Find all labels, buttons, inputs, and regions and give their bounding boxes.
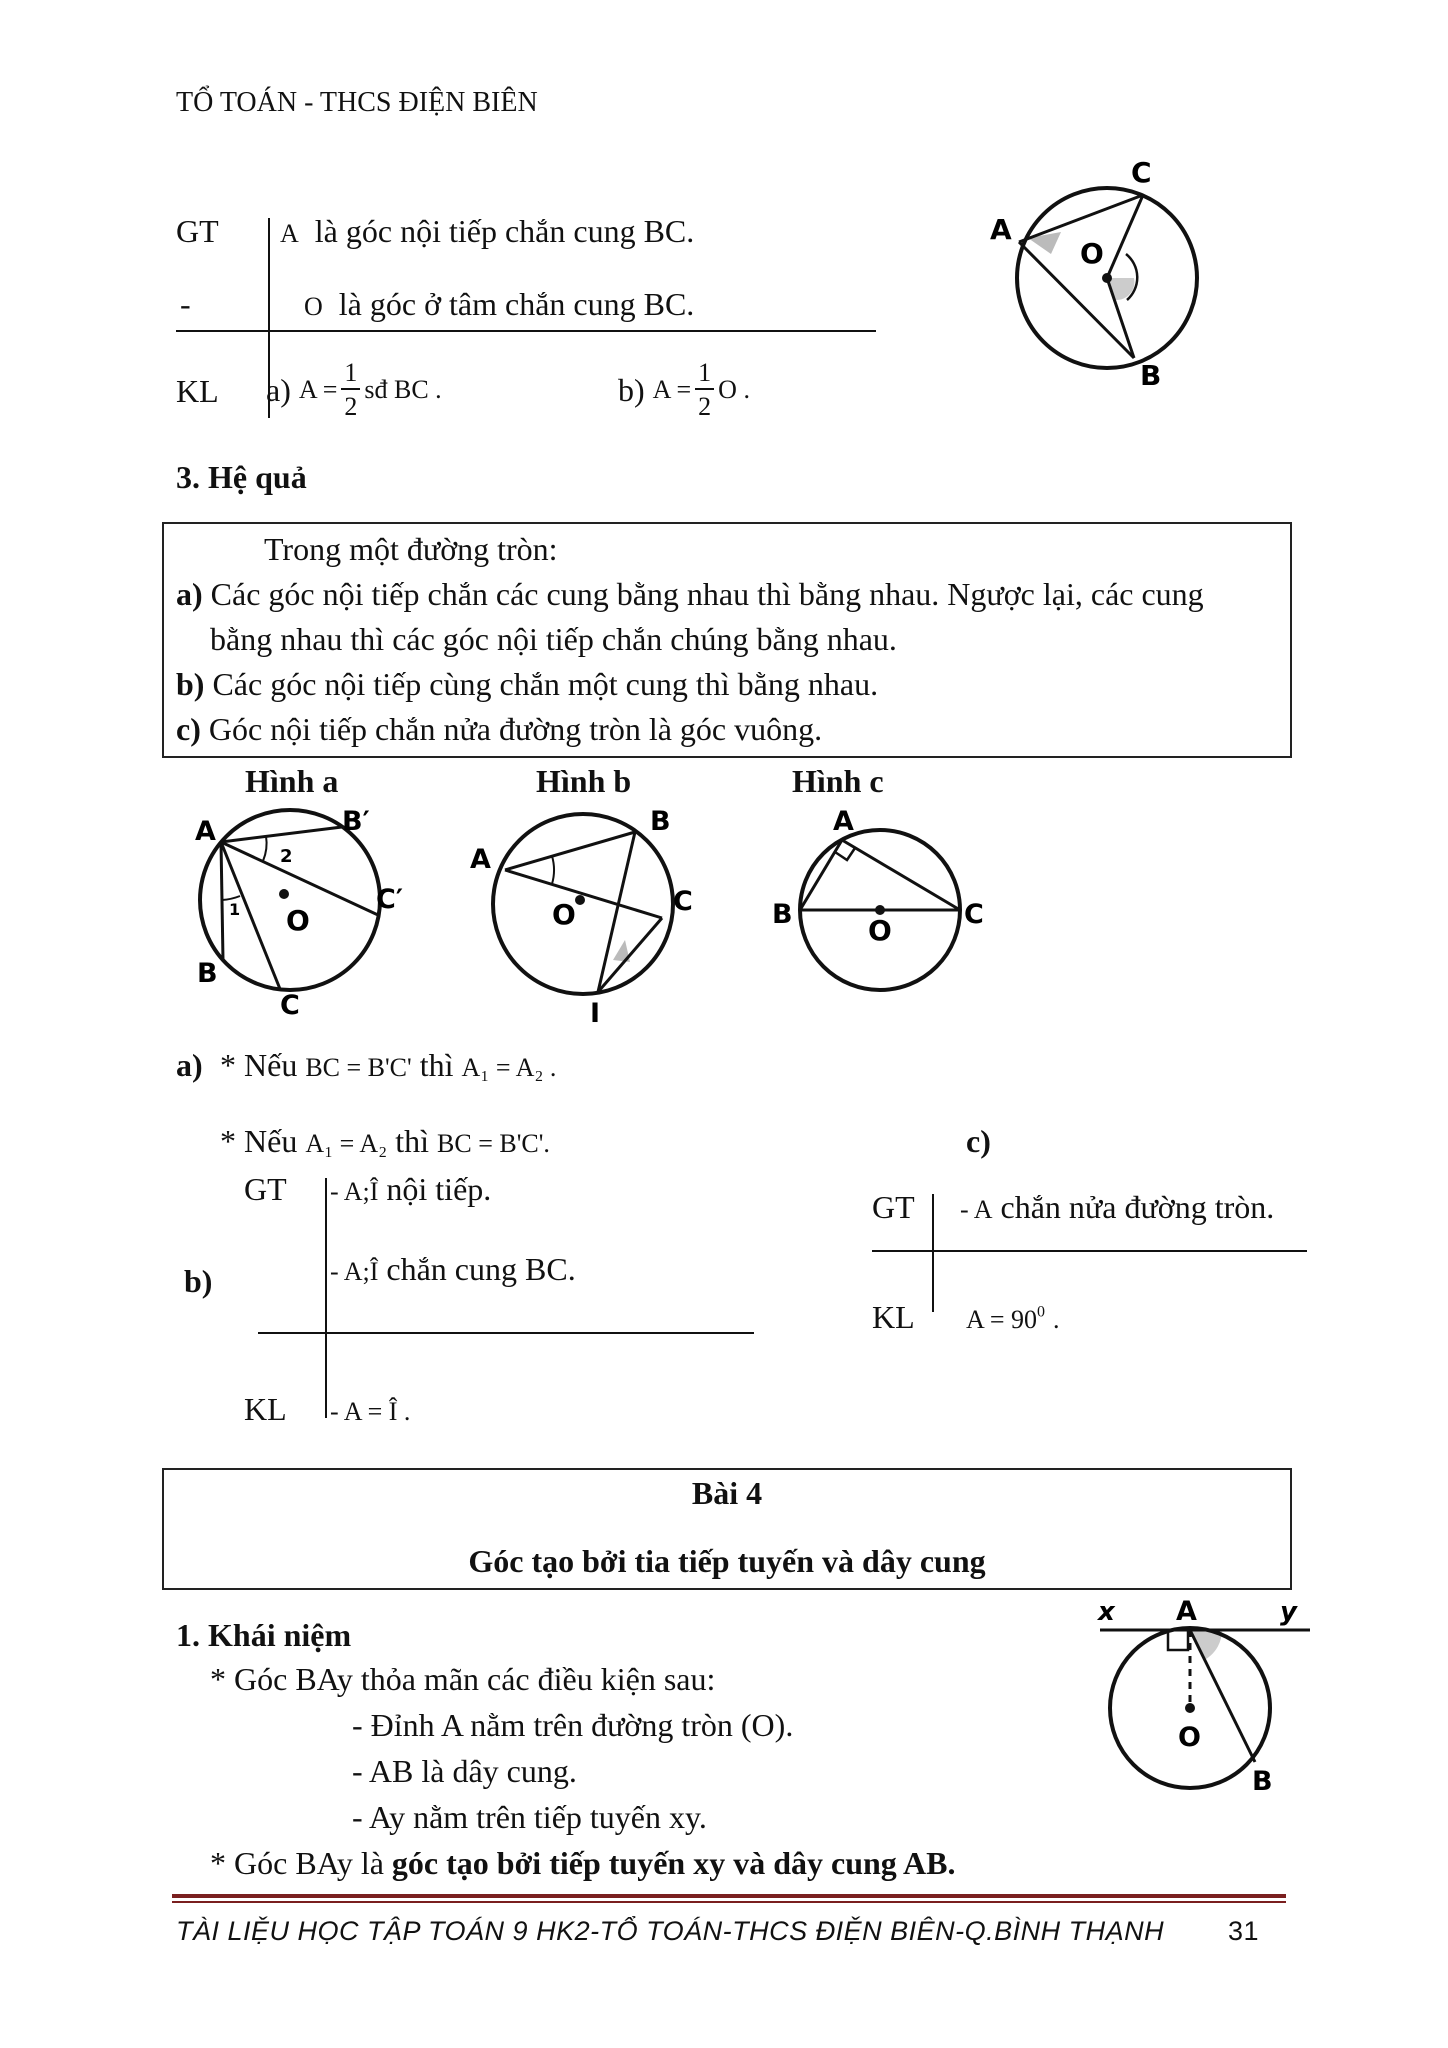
fig-a-label-a: A (195, 816, 216, 847)
gt-line2 (304, 285, 694, 323)
cons-c-kl: KL (872, 1299, 915, 1335)
tangent-label-x: x (1098, 1597, 1115, 1627)
consequence-a: a) Các góc nội tiếp chắn các cung bằng nhau thì bằng nhau. Ngược lại, các cung (176, 576, 1204, 612)
concept-line1: * Góc BAy thỏa mãn các điều kiện sau: (210, 1661, 716, 1697)
figure-b (460, 800, 720, 1030)
theorem-horizontal-rule (176, 330, 876, 332)
concept-line2: - Đỉnh A nằm trên đường tròn (O). (352, 1707, 794, 1743)
concept-line3: - AB là dây cung. (352, 1753, 577, 1789)
consequence-b: b) Các góc nội tiếp cùng chắn một cung thì bằng nhau. (176, 666, 879, 702)
cons-c-kl-formula: $A = 90^0$ . (966, 1303, 1060, 1334)
angle-a-symbol: A (280, 219, 299, 248)
gt-line1-text: là góc nội tiếp chắn cung BC. (314, 213, 695, 249)
fig-top-label-b: B (1140, 359, 1162, 390)
fig-c-label-o: O (868, 914, 892, 947)
kl-b-fraction: $\frac{1}{2}$ (695, 360, 714, 420)
consequence-intro: Trong một đường tròn: (264, 531, 558, 567)
kl-a-formula (266, 360, 442, 420)
cons-c-gt: GT (872, 1189, 915, 1225)
kl-b-label: b) (618, 371, 645, 408)
figure-a-title: Hình a (245, 763, 339, 799)
tangent-chord-figure (1080, 1590, 1320, 1810)
fig-a-label-b: B (197, 958, 218, 989)
section3-heading: 3. Hệ quả (176, 459, 307, 495)
lesson4-title: Bài 4 (691, 1475, 763, 1511)
fig-top-label-c: C (1131, 156, 1152, 189)
footer-rule-thick (172, 1894, 1286, 1898)
consequence-c: c) Góc nội tiếp chắn nửa đường tròn là góc vuông. (176, 711, 823, 747)
page-number: 31 (1228, 1916, 1260, 1946)
kl-b-rhs: O . (718, 375, 750, 405)
fig-a-angle1: 1 (229, 900, 241, 919)
kl-a-fraction: $\frac{1}{2}$ (341, 360, 360, 420)
fig-a-label-c: C (280, 990, 300, 1020)
concept-line5: * Góc BAy là góc tạo bởi tiếp tuyến xy và dây cung AB. (210, 1845, 956, 1881)
fig-a-label-b1: B′ (342, 806, 370, 837)
kl-a-lhs: A = (298, 375, 338, 405)
cons-a-line2: * Nếu A₁ = A₂ thì BC = B'C'. (220, 1123, 550, 1159)
cons-c-vertical-rule (932, 1194, 934, 1312)
dash-label: - (180, 286, 191, 322)
fig-a-label-o: O (286, 904, 310, 937)
tangent-label-y: y (1280, 1597, 1297, 1627)
fig-b-label-o: O (552, 898, 576, 931)
cons-b-vertical-rule (325, 1178, 327, 1418)
cons-b-horizontal-rule (258, 1332, 754, 1334)
figure-c-title: Hình c (792, 763, 884, 799)
cons-c-horizontal-rule (872, 1250, 1307, 1252)
cons-b-label: b) (184, 1263, 213, 1299)
kl-a-rhs: sđ BC . (364, 375, 442, 405)
fig-b-label-a: A (470, 844, 491, 875)
cons-b-gt: GT (244, 1171, 287, 1207)
kl-a-label: a) (266, 371, 291, 408)
fig-a-angle2: 2 (280, 846, 293, 867)
figure-a (180, 800, 440, 1020)
tangent-label-o: O (1178, 1722, 1201, 1753)
concept-line4: - Ay nằm trên tiếp tuyến xy. (352, 1799, 707, 1835)
fig-c-label-b: B (772, 899, 793, 930)
inscribed-angle-figure (980, 150, 1220, 390)
figure-c (768, 800, 998, 1000)
cons-c-label: c) (966, 1123, 991, 1159)
cons-a-line1: * Nếu BC = B'C' thì A₁ = A₂ . (220, 1047, 557, 1083)
footer-rule-thin (172, 1901, 1286, 1903)
fig-top-label-a: A (990, 213, 1012, 246)
fig-top-label-o: O (1080, 237, 1104, 270)
cons-a-label: a) (176, 1047, 203, 1083)
fig-c-label-a: A (833, 806, 854, 837)
fig-c-label-c: C (964, 899, 984, 930)
kl-b-lhs: A = (652, 375, 692, 405)
fig-b-label-i: I (590, 998, 601, 1029)
tangent-label-b: B (1252, 1766, 1273, 1797)
lesson4-subtitle: Góc tạo bởi tia tiếp tuyến và dây cung (468, 1543, 986, 1579)
footer-text: TÀI LIỆU HỌC TẬP TOÁN 9 HK2-TỔ TOÁN-THCS ĐIỆN BIÊN-Q.BÌNH THẠNH (176, 1916, 1165, 1946)
fig-b-label-c: C (673, 886, 693, 917)
figure-b-title: Hình b (536, 763, 632, 799)
kl-b-formula (618, 360, 750, 420)
gt-label: GT (176, 213, 219, 249)
angle-o-symbol: O (304, 292, 323, 321)
page-header: TỔ TOÁN - THCS ĐIỆN BIÊN (176, 87, 538, 118)
cons-c-gt-line: - A chắn nửa đường tròn. (960, 1189, 1275, 1225)
cons-b-kl-formula: - A = Î . (330, 1397, 411, 1426)
consequence-a-cont: bằng nhau thì các góc nội tiếp chắn chúng bằng nhau. (210, 621, 897, 657)
fig-b-label-b: B (650, 806, 671, 837)
kl-label: KL (176, 373, 219, 409)
cons-b-line2: - A;Î chắn cung BC. (330, 1251, 576, 1287)
cons-b-line1: - A;Î nội tiếp. (330, 1171, 492, 1207)
fig-a-label-c1: C′ (376, 884, 403, 915)
concept-heading: 1. Khái niệm (176, 1617, 352, 1653)
gt-line1 (280, 212, 694, 250)
tangent-label-a: A (1176, 1596, 1197, 1627)
gt-line2-text: là góc ở tâm chắn cung BC. (338, 286, 695, 322)
cons-b-kl: KL (244, 1391, 287, 1427)
